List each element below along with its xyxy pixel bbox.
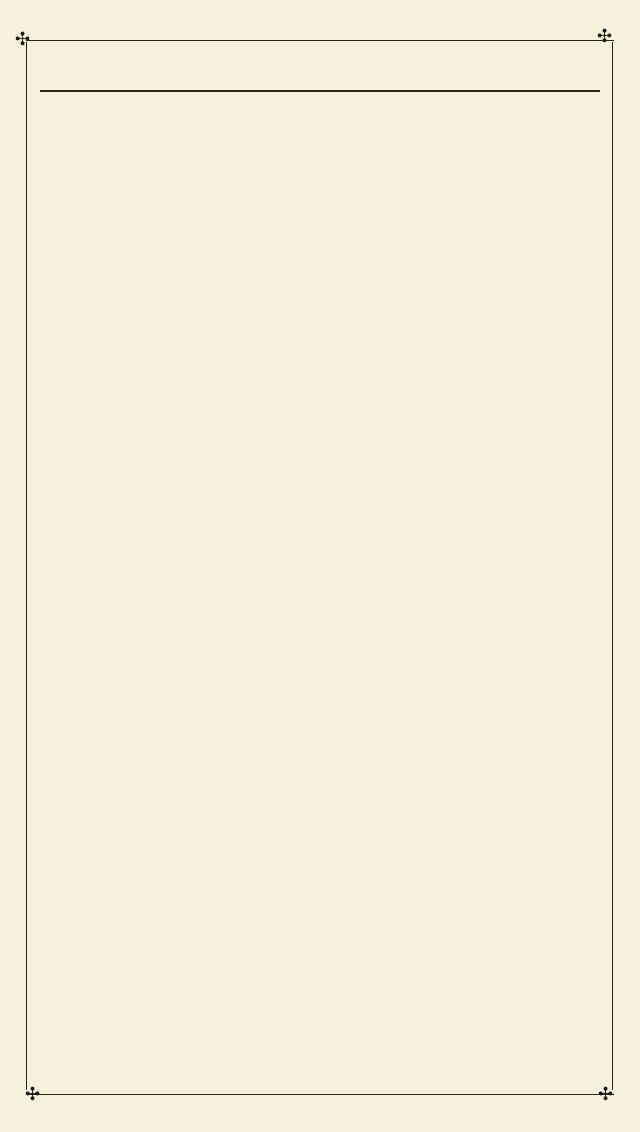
- right-border-rule: [612, 42, 613, 1090]
- left-border-rule: [26, 42, 27, 1090]
- running-header: [40, 56, 600, 82]
- bottom-border-rule: [26, 1094, 614, 1095]
- corner-ornament-icon: ✣: [598, 1084, 614, 1105]
- selection-subheading: [78, 132, 578, 152]
- corner-ornament-icon: ✣: [25, 1084, 41, 1105]
- page-body: [78, 98, 578, 158]
- top-border-rule: [26, 40, 614, 41]
- selection-heading: [78, 104, 578, 132]
- header-rule: [40, 90, 600, 92]
- corner-ornament-icon: ✣: [597, 26, 613, 47]
- corner-ornament-icon: ✣: [15, 29, 31, 50]
